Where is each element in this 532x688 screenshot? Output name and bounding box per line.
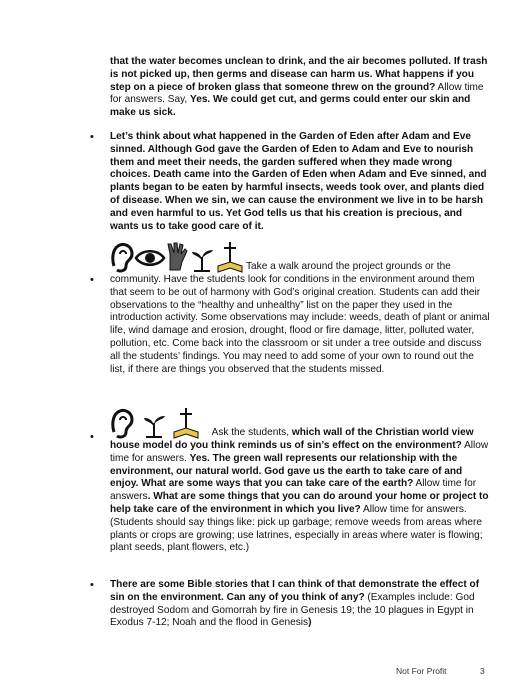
footer-label: Not For Profit (396, 666, 447, 676)
regular-text: Allow time for answers. (Students should say things like: pick up garbage; remove weeds from areas where plants or crops are growing; use latrines, especially in areas where water is flowing; plant seeds, plant flowers, etc.) (110, 503, 483, 554)
regular-text: Take a walk around the project grounds or the community. Have the students look for conditions in the environment around them that seem to be out of harmony with God’s original creation. Students can add their observations to the “healthy and unhealthy” list on the paper they used in the introduction activity. Some observations may include: weeds, death of plant or animal life, wind damage and erosion, drought, flood or fire damage, litter, polluted water, pollution, etc. Come back into the classroom or sit under a tree outside and discuss all the students’ findings. You may need to add some of your own to round out the list, if there are things you observed that the students missed. (110, 261, 490, 375)
activity-icons (110, 406, 206, 440)
paragraph-walk-activity (110, 240, 490, 376)
regular-text: Ask the students, (211, 427, 292, 439)
ear-icon (113, 244, 132, 271)
bullet-marker: • (90, 579, 94, 591)
sprout-icon (192, 250, 213, 271)
sprout-icon (144, 416, 165, 437)
regular-text: (Examples include: God destroyed Sodom and Gomorrah by fire in Genesis 19; the 10 plagues in Egypt in Exodus 7-12; Noah and the flood in Genesis (110, 591, 475, 629)
bold-text: Yes. The green wall represents our relationship with the environment, our natural world. God gave us the earth to take care of and enjoy. What are some ways that you can take care of the earth? (110, 452, 463, 490)
regular-text: Allow time for answers (110, 478, 477, 503)
paragraph-ask-students (110, 406, 490, 555)
hand-icon (168, 243, 187, 270)
icon-strip (110, 240, 246, 274)
bullet-marker: • (90, 431, 94, 443)
page-number: 3 (480, 666, 485, 676)
paragraph-garden-of-eden (110, 131, 490, 233)
eye-icon (136, 251, 164, 265)
bold-text: ) (308, 617, 312, 629)
ear-icon (113, 410, 132, 437)
paragraph-continued (110, 56, 490, 120)
bold-text: Let’s think about what happened in the Garden of Eden after Adam and Eve sinned. Although God gave the Garden of Eden to Adam and Eve to nourish them and meet their needs, the garden suffered when they made wrong choices. Death came into the Garden of Eden when Adam and Eve sinned, and plants began to be eaten by harmful insects, weeds took over, and plants died of disease. When we sin, we can cause the environment we live in to be harsh and even harmful to us. Yet God tells us that his creation is precious, and wants us to take good care of it. (110, 131, 487, 232)
icon-strip (110, 406, 206, 440)
bullet-marker: • (90, 131, 94, 143)
bold-text: which wall of the Christian world view house model do you think reminds us of sin’s effect on the environment? (110, 427, 474, 451)
cross-bible-icon (218, 242, 242, 272)
page-footer (396, 666, 485, 676)
activity-icons (110, 240, 246, 274)
bold-text: . What are some things that you can do around your home or project to help take care of the environment in which you live? (110, 491, 489, 515)
bold-text: Yes. We could get cut, and germs could enter our skin and make us sick. (110, 94, 471, 119)
cross-bible-icon (174, 408, 198, 438)
paragraph-bible-stories (110, 579, 490, 630)
regular-text: Allow time for answers. Say, (110, 81, 484, 106)
bold-text: There are some Bible stories that I can think of that demonstrate the effect of sin on the environment. Can any of you think of any? (110, 579, 480, 603)
regular-text: Allow time for answers. (110, 440, 489, 464)
bold-text: that the water becomes unclean to drink, and the air becomes polluted. If trash is not picked up, then germs and disease can harm us. What happens if you step on a piece of broken glass that someone threw on the ground? (110, 56, 488, 93)
bullet-marker: • (90, 274, 94, 286)
